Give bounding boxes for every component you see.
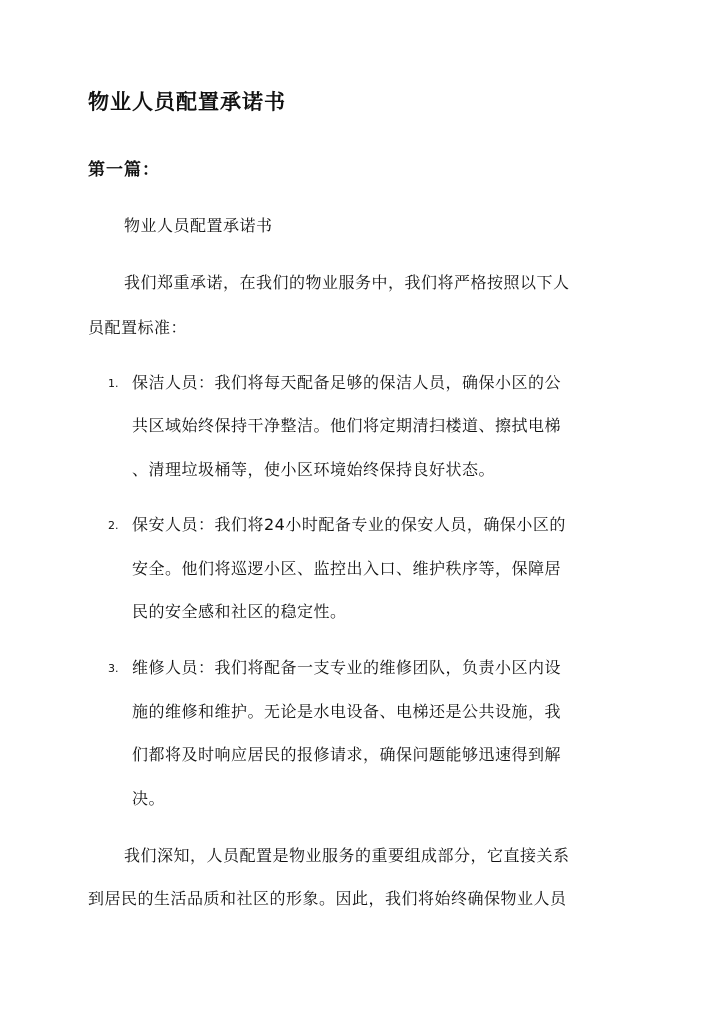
list-item-number-1: 1. [108, 377, 119, 390]
document-title: 物业人员配置承诺书 [88, 90, 286, 114]
list-item-3-line-4: 决。 [132, 789, 166, 808]
list-item-3-line-2: 施的维修和维护。无论是水电设备、电梯还是公共设施，我 [132, 702, 562, 721]
list-item-number-2: 2. [108, 519, 119, 532]
list-item-number-3: 3. [108, 662, 119, 675]
intro-line-1: 我们郑重承诺，在我们的物业服务中，我们将严格按照以下人 [124, 273, 570, 292]
closing-line-1: 我们深知，人员配置是物业服务的重要组成部分，它直接关系 [124, 846, 570, 865]
intro-line-2: 员配置标准： [88, 318, 188, 337]
subtitle: 物业人员配置承诺书 [124, 216, 273, 235]
list-item-2-line-1: 保安人员：我们将24小时配备专业的保安人员，确保小区的 [132, 515, 566, 534]
list-item-1-line-2: 共区域始终保持干净整洁。他们将定期清扫楼道、擦拭电梯 [132, 416, 562, 435]
list-item-2-line-2: 安全。他们将巡逻小区、监控出入口、维护秩序等，保障居 [132, 559, 562, 578]
list-item-2-line-3: 民的安全感和社区的稳定性。 [132, 602, 347, 621]
section-heading: 第一篇： [88, 160, 160, 180]
closing-line-2: 到居民的生活品质和社区的形象。因此，我们将始终确保物业人员 [88, 889, 567, 908]
list-item-3-line-1: 维修人员：我们将配备一支专业的维修团队，负责小区内设 [132, 658, 562, 677]
list-item-3-line-3: 们都将及时响应居民的报修请求，确保问题能够迅速得到解 [132, 745, 562, 764]
list-item-1-line-1: 保洁人员：我们将每天配备足够的保洁人员，确保小区的公 [132, 373, 562, 392]
list-item-1-line-3: 、清理垃圾桶等，使小区环境始终保持良好状态。 [132, 460, 496, 479]
